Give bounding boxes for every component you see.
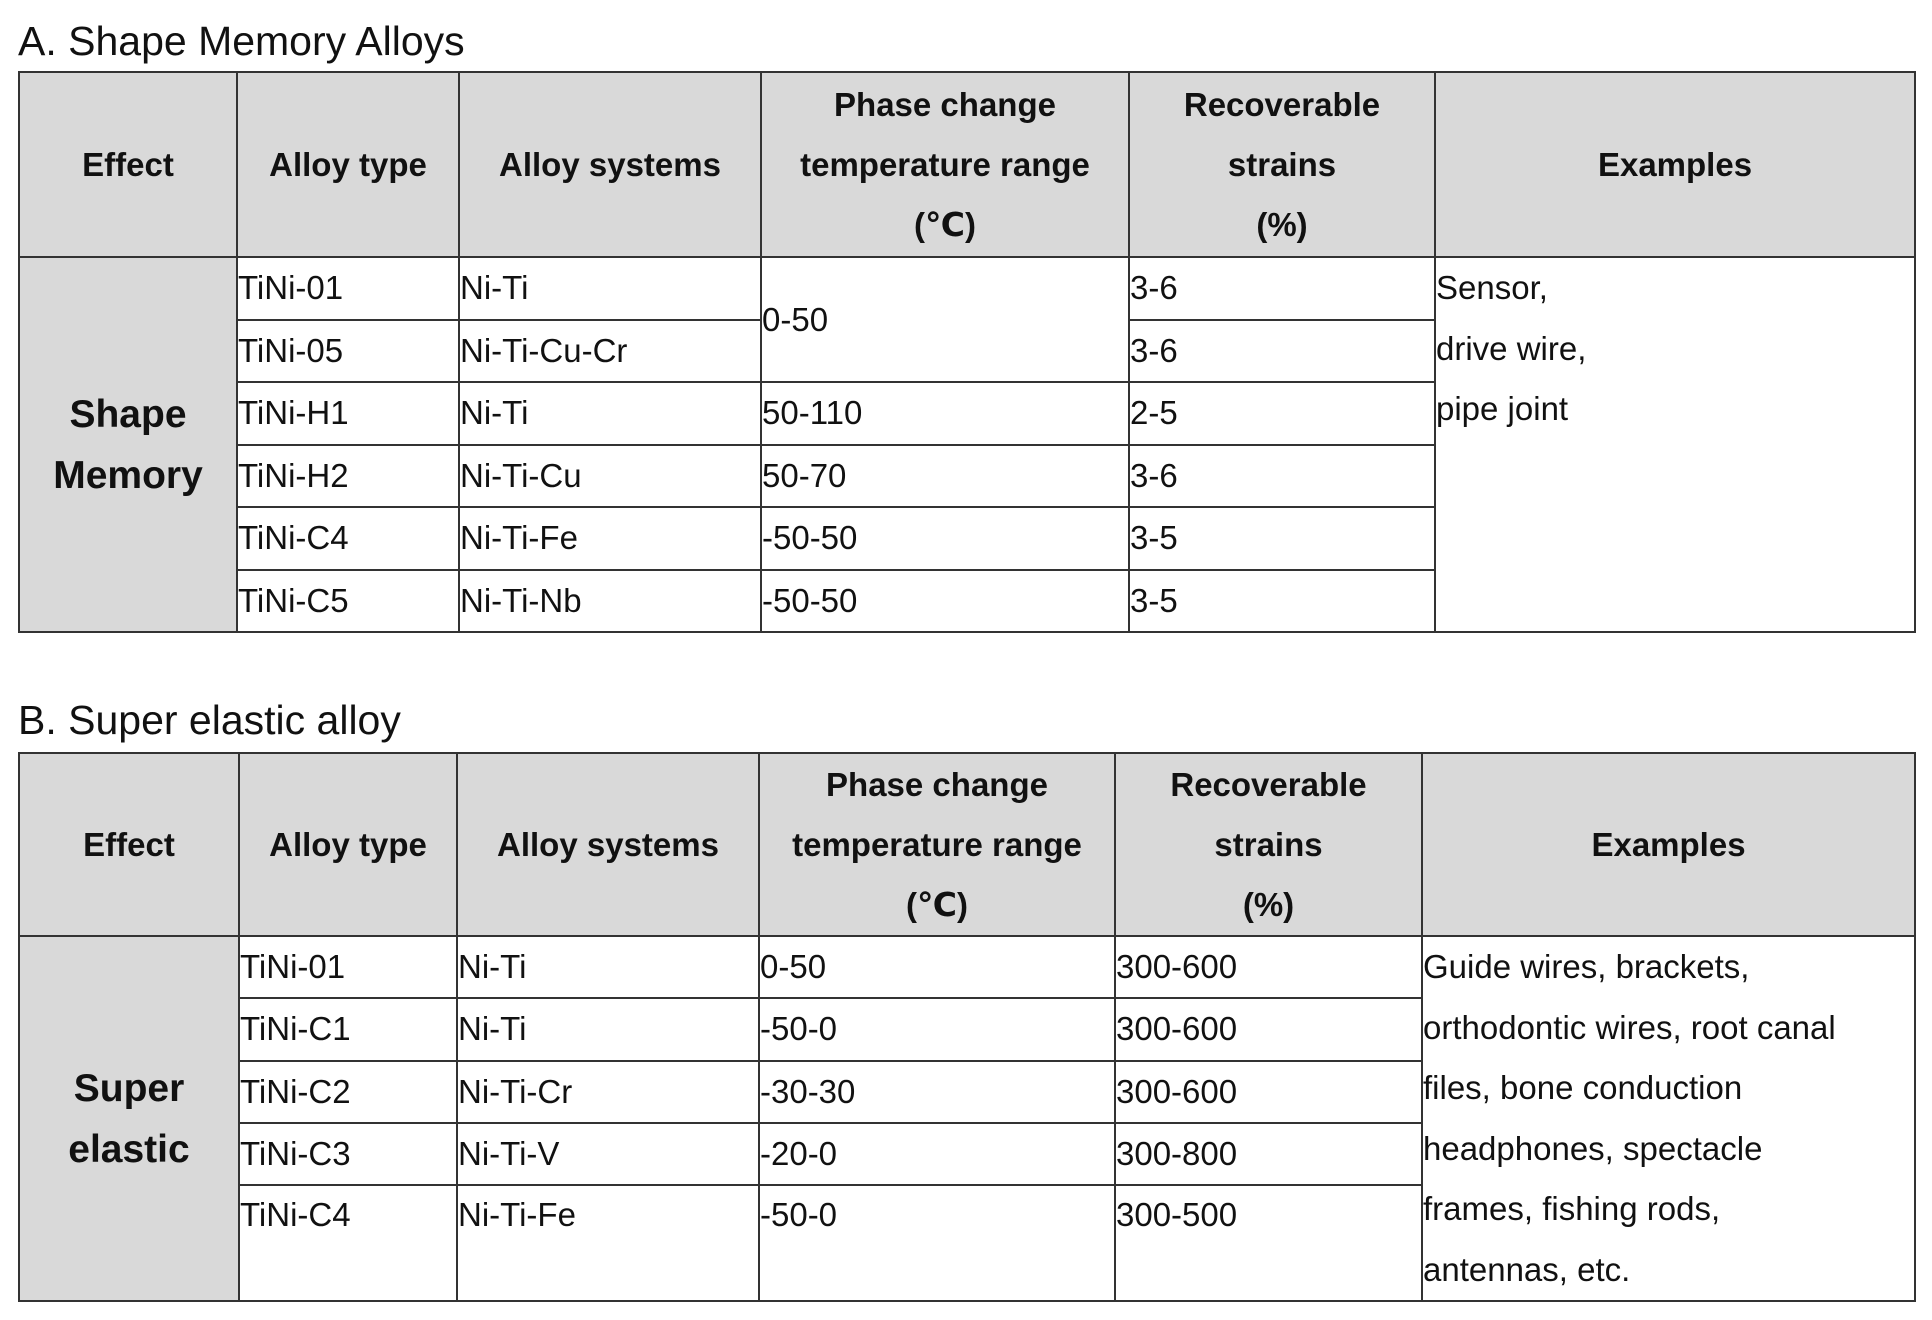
effect-label-line2: elastic [68,1127,190,1171]
header-phase-change [759,753,1115,936]
temp-range-cell: -50-0 [759,1185,1115,1301]
alloy-system-cell: Ni-Ti-Cu [459,445,761,508]
examples-cell: Guide wires, brackets, orthodontic wires, root canal files, bone conduction headphones, spectacle frames, fishing rods, antennas, etc. [1422,936,1915,1301]
strain-cell: 300-800 [1115,1123,1422,1185]
table-b-title: B. Super elastic alloy [18,697,401,743]
alloy-system-cell: Ni-Ti [457,936,759,998]
temp-range-cell: 0-50 [759,936,1115,998]
alloy-system-cell: Ni-Ti-Fe [457,1185,759,1301]
strain-cell: 3-6 [1129,320,1435,383]
header-phase-change [761,72,1129,257]
header-recoverable-strains [1129,72,1435,257]
alloy-type-cell: TiNi-01 [239,936,457,998]
strain-cell: 3-5 [1129,570,1435,633]
table-row [19,257,1915,320]
header-phase-change-line1: Phase change [826,765,1048,803]
strain-cell: 3-6 [1129,445,1435,508]
super-elastic-alloy-table [18,752,1916,1302]
header-strains-line1: Recoverable [1170,765,1367,803]
strain-cell: 2-5 [1129,382,1435,445]
alloy-type-cell: TiNi-H2 [237,445,459,508]
header-alloy-type: Alloy type [237,72,459,257]
alloy-system-cell: Ni-Ti-Fe [459,507,761,570]
strain-cell: 300-600 [1115,1061,1422,1123]
alloy-type-cell: TiNi-01 [237,257,459,320]
header-effect: Effect [19,753,239,936]
alloy-system-cell: Ni-Ti-Cr [457,1061,759,1123]
effect-label-line1: Super [73,1066,185,1110]
header-strains-line3: (%) [1242,885,1295,923]
alloy-type-cell: TiNi-C2 [239,1061,457,1123]
header-phase-change-line3: (℃) [906,885,968,923]
strain-cell: 300-500 [1115,1185,1422,1301]
header-row [19,753,1915,936]
table-a-title: A. Shape Memory Alloys [18,18,465,64]
header-strains-line3: (%) [1256,205,1308,243]
effect-cell [19,257,237,632]
temp-range-cell: -50-50 [761,570,1129,633]
header-examples: Examples [1422,753,1915,936]
temp-range-cell: 50-110 [761,382,1129,445]
effect-label-line2: Memory [53,453,203,497]
temp-range-cell: 0-50 [761,257,1129,382]
alloy-system-cell: Ni-Ti [457,998,759,1060]
header-strains-line1: Recoverable [1183,85,1381,123]
header-strains-line2: strains [1227,145,1337,183]
header-phase-change-line2: temperature range [792,825,1082,863]
alloy-system-cell: Ni-Ti [459,257,761,320]
strain-cell: 3-6 [1129,257,1435,320]
header-effect: Effect [19,72,237,257]
alloy-type-cell: TiNi-C1 [239,998,457,1060]
header-alloy-type: Alloy type [239,753,457,936]
shape-memory-alloys-table [18,71,1916,633]
alloy-type-cell: TiNi-C4 [237,507,459,570]
alloy-type-cell: TiNi-H1 [237,382,459,445]
alloy-type-cell: TiNi-C5 [237,570,459,633]
header-phase-change-line2: temperature range [800,145,1090,183]
temp-range-cell: 50-70 [761,445,1129,508]
table-row [19,936,1915,998]
temp-range-cell: -50-0 [759,998,1115,1060]
alloy-system-cell: Ni-Ti-Cu-Cr [459,320,761,383]
effect-cell [19,936,239,1301]
header-alloy-systems: Alloy systems [459,72,761,257]
header-recoverable-strains [1115,753,1422,936]
header-phase-change-line1: Phase change [834,85,1056,123]
alloy-type-cell: TiNi-C3 [239,1123,457,1185]
header-row [19,72,1915,257]
header-phase-change-line3: (℃) [914,205,976,243]
header-examples: Examples [1435,72,1915,257]
temp-range-cell: -30-30 [759,1061,1115,1123]
alloy-system-cell: Ni-Ti-V [457,1123,759,1185]
alloy-system-cell: Ni-Ti-Nb [459,570,761,633]
strain-cell: 3-5 [1129,507,1435,570]
temp-range-cell: -50-50 [761,507,1129,570]
examples-cell: Sensor, drive wire, pipe joint [1435,257,1915,632]
header-alloy-systems: Alloy systems [457,753,759,936]
temp-range-cell: -20-0 [759,1123,1115,1185]
header-strains-line2: strains [1214,825,1323,863]
strain-cell: 300-600 [1115,936,1422,998]
alloy-system-cell: Ni-Ti [459,382,761,445]
alloy-type-cell: TiNi-05 [237,320,459,383]
strain-cell: 300-600 [1115,998,1422,1060]
effect-label-line1: Shape [69,392,187,436]
alloy-type-cell: TiNi-C4 [239,1185,457,1301]
